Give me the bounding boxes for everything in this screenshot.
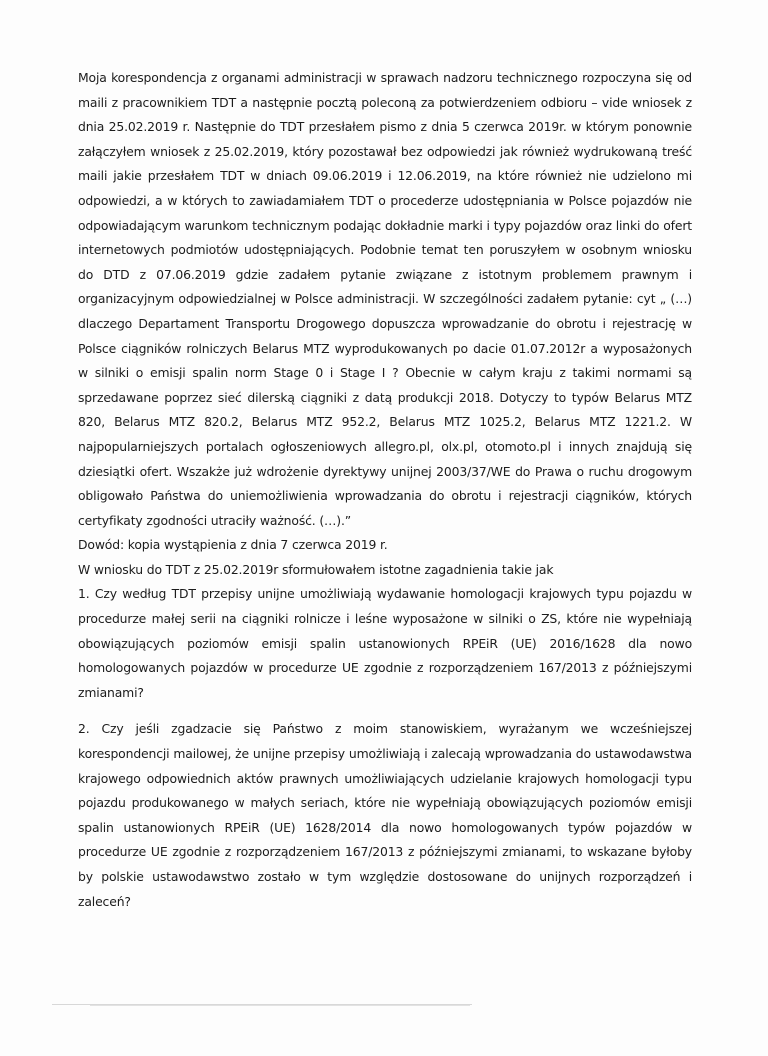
paragraph-correspondence: Moja korespondencja z organami administracji w sprawach nadzoru technicznego rozpoczyna się od maili z pracownikiem TDT a następnie pocztą poleconą za potwierdzeniem odbioru – vide wniosek z dnia 25.02.2019 r. Następnie do TDT przesłałem pismo z dnia 5 czerwca 2019r. w którym ponownie załączyłem wniosek z 25.02.2019, który pozostawał bez odpowiedzi jak również wydrukowaną treść maili jakie przesłałem TDT w dniach 09.06.2019 i 12.06.2019, na które również nie udzielono mi odpowiedzi, a w których to zawiadamiałem TDT o procederze udostępniania w Polsce pojazdów nie odpowiadającym warunkom technicznym podając dokładnie marki i typy pojazdów oraz linki do ofert internetowych podmiotów udostępniających. Podobnie temat ten poruszyłem w osobnym wniosku do DTD z 07.06.2019 gdzie zadałem pytanie związane z istotnym problemem prawnym i organizacyjnym odpowiedzialnej w Polsce administracji. W szczególności zadałem pytanie: cyt „ (…) dlaczego Departament Transportu Drogowego dopuszcza wprowadzanie do obrotu i rejestrację w Polsce ciągników rolniczych Belarus MTZ wyprodukowanych po dacie 01.07.2012r a wyposażonych w silniki o emisji spalin norm Stage 0 i Stage I ? Obecnie w całym kraju z takimi normami są sprzedawane poprzez sieć dilerską ciągniki z datą produkcji 2018. Dotyczy to typów Belarus MTZ 820, Belarus MTZ 820.2, Belarus MTZ 952.2, Belarus MTZ 1025.2, Belarus MTZ 1221.2. W najpopularniejszych portalach ogłoszeniowych allegro.pl, olx.pl, otomoto.pl i innych znajdują się dziesiątki ofert. Wszakże już wdrożenie dyrektywy unijnej 2003/37/WE do Prawa o ruchu drogowym obligowało Państwa do uniemożliwienia wprowadzania do obrotu i rejestracji ciągników, których certyfikaty zgodności utraciły ważność. (…).” (78, 70, 692, 528)
spacer (78, 705, 692, 717)
paragraph-intro-questions: W wniosku do TDT z 25.02.2019r sformułowałem istotne zagadnienia takie jak (78, 561, 554, 577)
question-2: 2. Czy jeśli zgadzacie się Państwo z moim stanowiskiem, wyrażanym we wcześniejszej korespondencji mailowej, że unijne przepisy umożliwiają i zalecają wprowadzania do ustawodawstwa krajowego odpowiednich aktów prawnych umożliwiających udzielanie krajowych homologacji typu pojazdu produkowanego w małych seriach, które nie wypełniają obowiązujących poziomów emisji spalin ustanowionych RPEiR (UE) 1628/2014 dla nowo homologowanych typów pojazdów w procedurze UE zgodnie z rozporządzeniem 167/2013 z późniejszymi zmianami, to wskazane byłoby by polskie ustawodawstwo zostało w tym względzie dostosowane do unijnych rozporządzeń i zaleceń? (78, 721, 692, 909)
document-body (78, 66, 692, 914)
scan-artifact-line (90, 1005, 470, 1006)
question-1: 1. Czy według TDT przepisy unijne umożliwiają wydawanie homologacji krajowych typu pojazdu w procedurze małej serii na ciągniki rolnicze i leśne wyposażone w silniki o ZS, które nie wypełniają obowiązujących poziomów emisji spalin ustanowionych RPEiR (UE) 2016/1628 dla nowo homologowanych pojazdów w procedurze UE zgodnie z rozporządzeniem 167/2013 z późniejszymi zmianami? (78, 586, 692, 700)
paragraph-evidence: Dowód: kopia wystąpienia z dnia 7 czerwca 2019 r. (78, 537, 388, 553)
